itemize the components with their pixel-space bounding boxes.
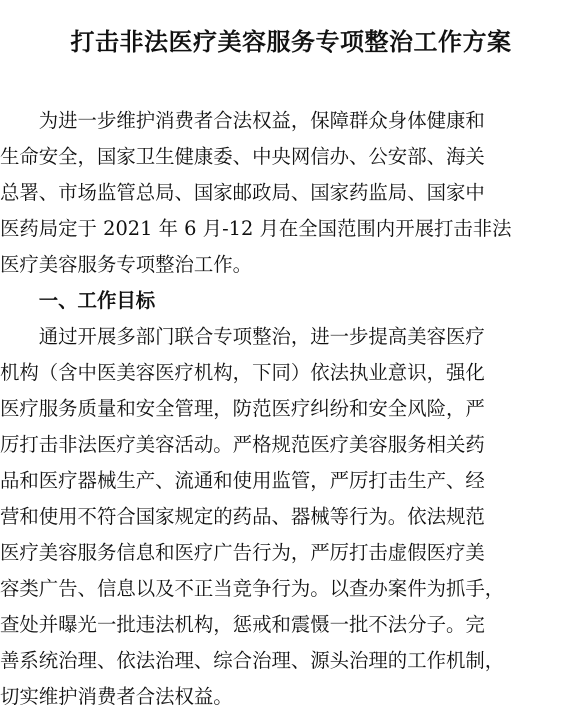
section-heading-work-goals: 一、工作目标: [0, 289, 156, 312]
paragraph-2-line-8: 容类广告、信息以及不正当竞争行为。以查办案件为抓手，: [0, 577, 505, 600]
paragraph-2-line-6: 营和使用不符合国家规定的药品、器械等行为。依法规范: [0, 505, 485, 528]
paragraph-2-line-9: 查处并曝光一批违法机构，惩戒和震慑一批不法分子。完: [0, 613, 485, 636]
paragraph-2-line-4: 厉打击非法医疗美容活动。严格规范医疗美容服务相关药: [0, 433, 485, 456]
paragraph-1-line-4: 医药局定于 2021 年 6 月-12 月在全国范围内开展打击非法: [0, 217, 512, 240]
paragraph-2-line-1: 通过开展多部门联合专项整治，进一步提高美容医疗: [0, 325, 485, 348]
paragraph-2-line-3: 医疗服务质量和安全管理，防范医疗纠纷和安全风险，严: [0, 397, 485, 420]
document-title: 打击非法医疗美容服务专项整治工作方案: [70, 28, 512, 56]
paragraph-2-line-10: 善系统治理、依法治理、综合治理、源头治理的工作机制，: [0, 649, 505, 672]
paragraph-1-line-2: 生命安全，国家卫生健康委、中央网信办、公安部、海关: [0, 145, 485, 168]
paragraph-1-line-1: 为进一步维护消费者合法权益，保障群众身体健康和: [0, 109, 485, 132]
paragraph-1-line-3: 总署、市场监管总局、国家邮政局、国家药监局、国家中: [0, 181, 485, 204]
paragraph-1-line-5: 医疗美容服务专项整治工作。: [0, 253, 253, 276]
paragraph-2-line-5: 品和医疗器械生产、流通和使用监管，严厉打击生产、经: [0, 469, 485, 492]
paragraph-2-line-11: 切实维护消费者合法权益。: [0, 685, 233, 708]
paragraph-2-line-7: 医疗美容服务信息和医疗广告行为，严厉打击虚假医疗美: [0, 541, 485, 564]
paragraph-2-line-2: 机构（含中医美容医疗机构，下同）依法执业意识，强化: [0, 361, 485, 384]
